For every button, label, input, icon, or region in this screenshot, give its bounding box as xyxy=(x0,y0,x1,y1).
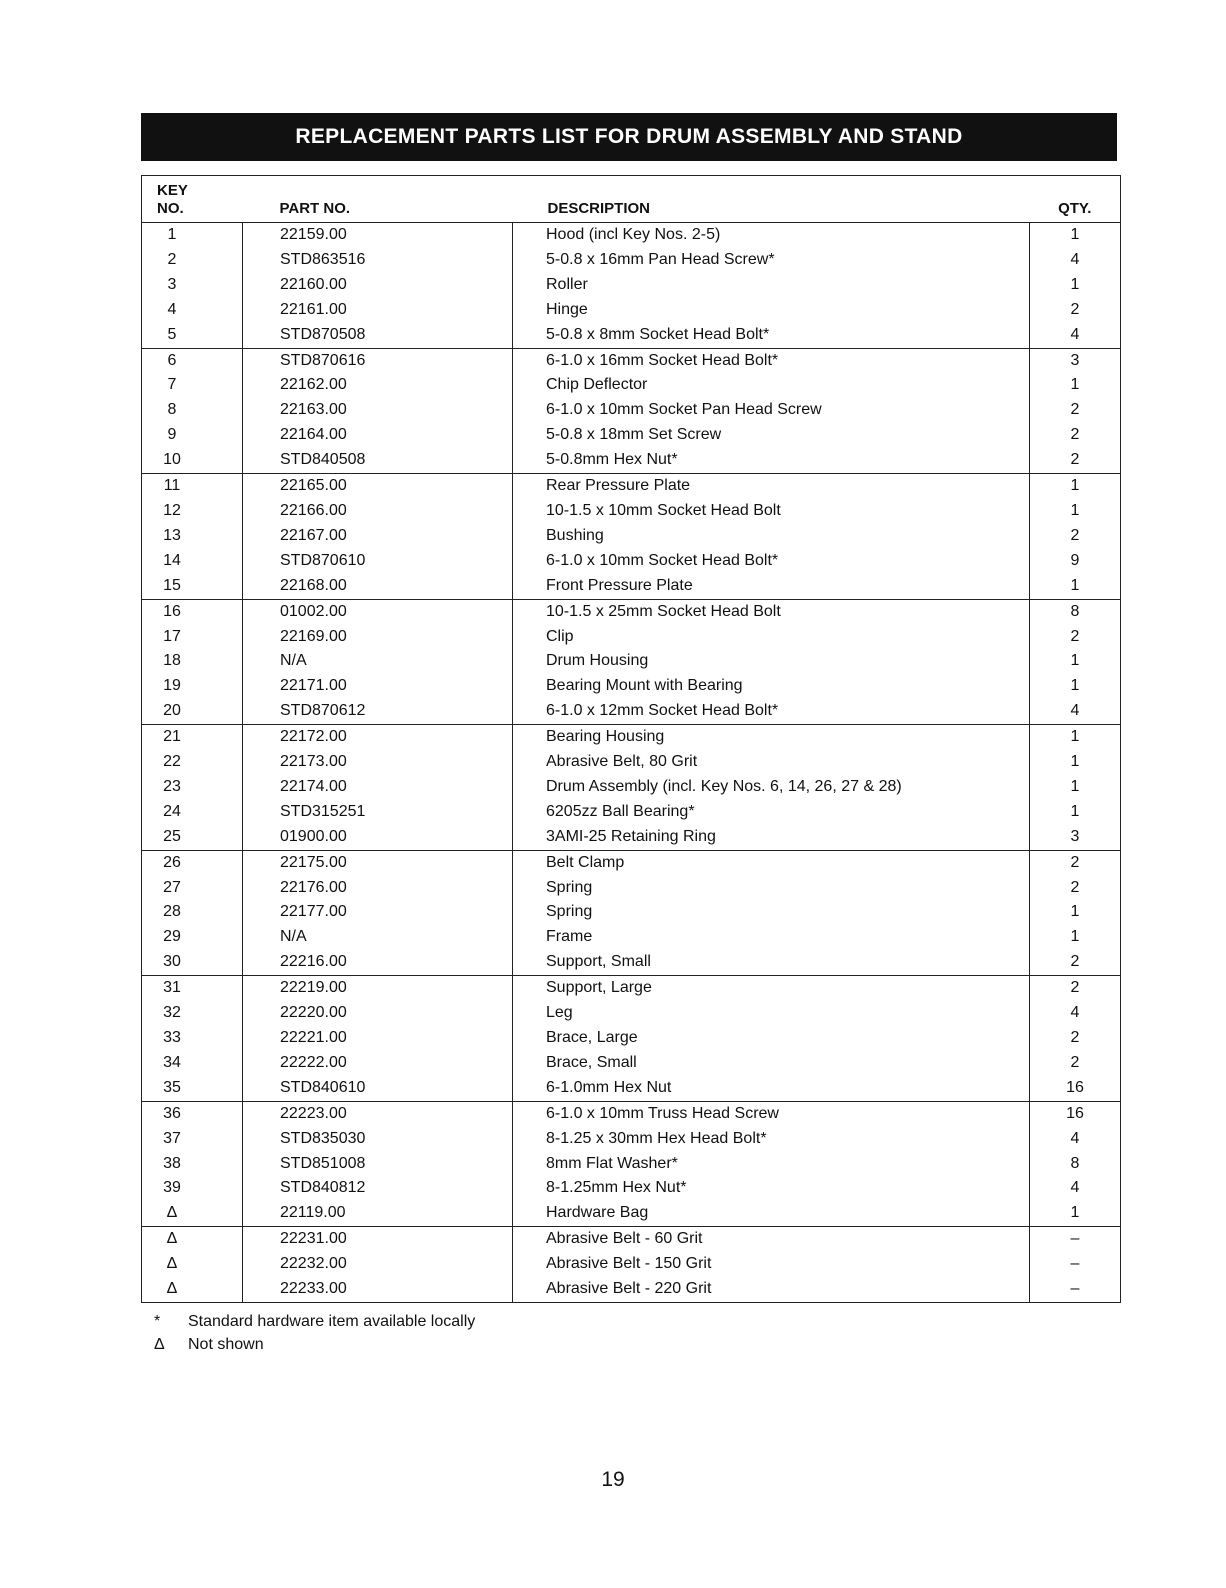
asterisk-symbol: * xyxy=(154,1313,161,1330)
part-no-cell: 22173.00 xyxy=(243,750,513,775)
part-no-cell: 22221.00 xyxy=(243,1026,513,1051)
description-cell: 6-1.0 x 16mm Socket Head Bolt* xyxy=(513,348,1030,373)
qty-cell: – xyxy=(1030,1227,1121,1252)
key-cell: Δ xyxy=(166,1255,178,1273)
part-no-cell: 22168.00 xyxy=(243,574,513,599)
qty-cell: 1 xyxy=(1030,273,1121,298)
table-row xyxy=(142,1277,1121,1302)
part-no-cell: 22177.00 xyxy=(243,900,513,925)
key-cell: 12 xyxy=(163,501,181,519)
qty-cell: 2 xyxy=(1030,950,1121,975)
table-row xyxy=(142,876,1121,901)
description-cell: 6-1.0mm Hex Nut xyxy=(513,1076,1030,1101)
description-cell: Bearing Housing xyxy=(513,725,1030,750)
table-row xyxy=(142,699,1121,724)
part-no-cell: 22219.00 xyxy=(243,976,513,1001)
key-cell: 36 xyxy=(142,1101,243,1126)
description-cell: 10-1.5 x 10mm Socket Head Bolt xyxy=(513,499,1030,524)
description-cell: Hardware Bag xyxy=(513,1201,1030,1226)
description-cell: Abrasive Belt, 80 Grit xyxy=(513,750,1030,775)
description-cell: Front Pressure Plate xyxy=(513,574,1030,599)
table-row xyxy=(142,549,1121,574)
description-cell: 6-1.0 x 10mm Socket Pan Head Screw xyxy=(513,398,1030,423)
key-cell: 30 xyxy=(163,953,181,971)
table-row xyxy=(142,725,1121,750)
table-row xyxy=(142,1076,1121,1101)
part-no-cell: 22159.00 xyxy=(243,223,513,248)
key-cell: 37 xyxy=(163,1129,181,1147)
table-row xyxy=(142,1127,1121,1152)
key-cell: 34 xyxy=(163,1053,181,1071)
description-cell: Bushing xyxy=(513,524,1030,549)
part-no-cell: 22220.00 xyxy=(243,1001,513,1026)
key-cell: 2 xyxy=(167,250,177,268)
key-cell: 13 xyxy=(163,526,181,544)
table-header-row xyxy=(142,176,1121,223)
key-cell: 8 xyxy=(167,401,177,419)
table-row xyxy=(142,950,1121,975)
qty-cell: 1 xyxy=(1030,373,1121,398)
part-no-cell: 22223.00 xyxy=(243,1101,513,1126)
qty-cell: 8 xyxy=(1030,599,1121,624)
parts-table xyxy=(141,175,1121,1303)
table-row xyxy=(142,800,1121,825)
table-row xyxy=(142,925,1121,950)
qty-cell: – xyxy=(1030,1277,1121,1302)
description-cell: Drum Housing xyxy=(513,649,1030,674)
part-no-cell: 22175.00 xyxy=(243,850,513,875)
qty-cell: 2 xyxy=(1030,976,1121,1001)
key-cell: 21 xyxy=(142,725,243,750)
table-row xyxy=(142,900,1121,925)
description-cell: 8-1.25 x 30mm Hex Head Bolt* xyxy=(513,1127,1030,1152)
key-cell: 33 xyxy=(163,1029,181,1046)
key-cell: Δ xyxy=(142,1227,243,1252)
key-cell: 24 xyxy=(163,802,181,820)
table-row xyxy=(142,976,1121,1001)
part-no-cell: STD863516 xyxy=(243,248,513,273)
description-cell: 5-0.8mm Hex Nut* xyxy=(513,448,1030,473)
key-cell: 26 xyxy=(142,850,243,875)
qty-cell: 1 xyxy=(1030,800,1121,825)
qty-cell: 2 xyxy=(1030,298,1121,323)
header-qty: QTY. xyxy=(1030,176,1121,223)
table-row xyxy=(142,248,1121,273)
table-row xyxy=(142,1001,1121,1026)
table-row xyxy=(142,1152,1121,1177)
part-no-cell: N/A xyxy=(243,925,513,950)
qty-cell: 3 xyxy=(1030,825,1121,850)
table-row xyxy=(142,1051,1121,1076)
key-cell: 27 xyxy=(163,878,181,896)
part-no-cell: STD840610 xyxy=(243,1076,513,1101)
part-no-cell: 22232.00 xyxy=(243,1252,513,1277)
key-cell: 11 xyxy=(142,474,243,499)
key-cell: Δ xyxy=(166,1280,178,1298)
description-cell: Bearing Mount with Bearing xyxy=(513,674,1030,699)
qty-cell: 16 xyxy=(1030,1076,1121,1101)
table-row xyxy=(142,1101,1121,1126)
qty-cell: 2 xyxy=(1030,1026,1121,1051)
description-cell: Hood (incl Key Nos. 2-5) xyxy=(513,223,1030,248)
table-row xyxy=(142,499,1121,524)
description-cell: Clip xyxy=(513,625,1030,650)
qty-cell: 1 xyxy=(1030,223,1121,248)
qty-cell: 2 xyxy=(1030,876,1121,901)
qty-cell: 4 xyxy=(1030,1127,1121,1152)
key-cell: 31 xyxy=(142,976,243,1001)
qty-cell: 2 xyxy=(1030,423,1121,448)
key-cell: 3 xyxy=(167,275,177,293)
table-row xyxy=(142,1227,1121,1252)
table-row xyxy=(142,850,1121,875)
table-row xyxy=(142,649,1121,674)
qty-cell: 1 xyxy=(1030,474,1121,499)
qty-cell: 4 xyxy=(1030,1176,1121,1201)
qty-cell: – xyxy=(1030,1252,1121,1277)
part-no-cell: 22162.00 xyxy=(243,373,513,398)
key-cell: 17 xyxy=(163,627,181,645)
part-no-cell: 22171.00 xyxy=(243,674,513,699)
table-row xyxy=(142,524,1121,549)
description-cell: Frame xyxy=(513,925,1030,950)
key-cell: 39 xyxy=(163,1179,181,1197)
description-cell: 6-1.0 x 12mm Socket Head Bolt* xyxy=(513,699,1030,724)
table-row xyxy=(142,474,1121,499)
key-cell: 22 xyxy=(163,753,181,771)
description-cell: Spring xyxy=(513,876,1030,901)
part-no-cell: STD870616 xyxy=(243,348,513,373)
table-row xyxy=(142,323,1121,348)
table-row xyxy=(142,448,1121,473)
part-no-cell: 22163.00 xyxy=(243,398,513,423)
table-row xyxy=(142,599,1121,624)
table-row xyxy=(142,825,1121,850)
header-key-no: KEY NO. xyxy=(142,176,243,223)
description-cell: Abrasive Belt - 60 Grit xyxy=(513,1227,1030,1252)
qty-cell: 4 xyxy=(1030,323,1121,348)
qty-cell: 4 xyxy=(1030,248,1121,273)
key-cell: 25 xyxy=(163,827,181,845)
description-cell: Spring xyxy=(513,900,1030,925)
part-no-cell: STD840508 xyxy=(243,448,513,473)
qty-cell: 2 xyxy=(1030,524,1121,549)
description-cell: 6-1.0 x 10mm Truss Head Screw xyxy=(513,1101,1030,1126)
description-cell: 6205zz Ball Bearing* xyxy=(513,800,1030,825)
key-cell: 5 xyxy=(167,325,177,343)
table-row xyxy=(142,373,1121,398)
key-cell: 32 xyxy=(163,1004,181,1022)
table-row xyxy=(142,775,1121,800)
qty-cell: 1 xyxy=(1030,750,1121,775)
part-no-cell: STD840812 xyxy=(243,1176,513,1201)
description-cell: Leg xyxy=(513,1001,1030,1026)
key-cell: 7 xyxy=(167,376,177,394)
table-row xyxy=(142,1026,1121,1051)
part-no-cell: 22164.00 xyxy=(243,423,513,448)
key-cell: 29 xyxy=(163,928,181,946)
part-no-cell: 22231.00 xyxy=(243,1227,513,1252)
qty-cell: 16 xyxy=(1030,1101,1121,1126)
key-cell: 18 xyxy=(163,652,181,670)
description-cell: Roller xyxy=(513,273,1030,298)
part-no-cell: 01900.00 xyxy=(243,825,513,850)
table-row xyxy=(142,423,1121,448)
description-cell: 8-1.25mm Hex Nut* xyxy=(513,1176,1030,1201)
part-no-cell: 01002.00 xyxy=(243,599,513,624)
description-cell: 8mm Flat Washer* xyxy=(513,1152,1030,1177)
description-cell: Abrasive Belt - 220 Grit xyxy=(513,1277,1030,1302)
part-no-cell: 22172.00 xyxy=(243,725,513,750)
description-cell: Belt Clamp xyxy=(513,850,1030,875)
header-part-no: PART NO. xyxy=(243,176,513,223)
table-row xyxy=(142,298,1121,323)
part-no-cell: STD835030 xyxy=(243,1127,513,1152)
part-no-cell: STD870612 xyxy=(243,699,513,724)
part-no-cell: 22216.00 xyxy=(243,950,513,975)
description-cell: 5-0.8 x 8mm Socket Head Bolt* xyxy=(513,323,1030,348)
part-no-cell: 22119.00 xyxy=(243,1201,513,1226)
part-no-cell: 22222.00 xyxy=(243,1051,513,1076)
qty-cell: 1 xyxy=(1030,574,1121,599)
page-number: 19 xyxy=(601,1468,625,1491)
description-cell: 3AMI-25 Retaining Ring xyxy=(513,825,1030,850)
part-no-cell: 22165.00 xyxy=(243,474,513,499)
description-cell: Brace, Small xyxy=(513,1051,1030,1076)
qty-cell: 1 xyxy=(1030,725,1121,750)
delta-symbol: Δ xyxy=(154,1336,165,1353)
description-cell: Rear Pressure Plate xyxy=(513,474,1030,499)
qty-cell: 4 xyxy=(1030,1001,1121,1026)
key-cell: 20 xyxy=(163,702,181,720)
part-no-cell: 22174.00 xyxy=(243,775,513,800)
key-cell: 9 xyxy=(167,426,177,444)
key-cell: 14 xyxy=(163,551,181,569)
description-cell: Chip Deflector xyxy=(513,373,1030,398)
part-no-cell: 22169.00 xyxy=(243,625,513,650)
table-row xyxy=(142,674,1121,699)
key-cell: 35 xyxy=(163,1078,181,1096)
qty-cell: 1 xyxy=(1030,1201,1121,1226)
qty-cell: 1 xyxy=(1030,925,1121,950)
qty-cell: 2 xyxy=(1030,398,1121,423)
part-no-cell: 22233.00 xyxy=(243,1277,513,1302)
qty-cell: 9 xyxy=(1030,549,1121,574)
key-cell: 1 xyxy=(167,226,177,243)
table-row xyxy=(142,223,1121,248)
table-row xyxy=(142,750,1121,775)
qty-cell: 8 xyxy=(1030,1152,1121,1177)
qty-cell: 1 xyxy=(1030,649,1121,674)
page-title: REPLACEMENT PARTS LIST FOR DRUM ASSEMBLY AND STAND xyxy=(141,113,1117,161)
footnote-standard-hardware: * Standard hardware item available locally xyxy=(152,1310,475,1333)
qty-cell: 1 xyxy=(1030,499,1121,524)
key-cell: Δ xyxy=(166,1204,178,1222)
qty-cell: 4 xyxy=(1030,699,1121,724)
part-no-cell: 22166.00 xyxy=(243,499,513,524)
description-cell: 5-0.8 x 16mm Pan Head Screw* xyxy=(513,248,1030,273)
header-description: DESCRIPTION xyxy=(513,176,1030,223)
part-no-cell: STD870508 xyxy=(243,323,513,348)
part-no-cell: 22176.00 xyxy=(243,876,513,901)
key-cell: 23 xyxy=(163,777,181,795)
table-row xyxy=(142,574,1121,599)
part-no-cell: 22161.00 xyxy=(243,298,513,323)
qty-cell: 1 xyxy=(1030,900,1121,925)
description-cell: 6-1.0 x 10mm Socket Head Bolt* xyxy=(513,549,1030,574)
table-row xyxy=(142,398,1121,423)
table-row xyxy=(142,1201,1121,1226)
description-cell: Support, Small xyxy=(513,950,1030,975)
part-no-cell: STD315251 xyxy=(243,800,513,825)
table-row xyxy=(142,273,1121,298)
qty-cell: 2 xyxy=(1030,850,1121,875)
part-no-cell: N/A xyxy=(243,649,513,674)
key-cell: 15 xyxy=(163,576,181,594)
description-cell: Drum Assembly (incl. Key Nos. 6, 14, 26, 27 & 28) xyxy=(513,775,1030,800)
qty-cell: 1 xyxy=(1030,674,1121,699)
key-cell: 6 xyxy=(142,348,243,373)
qty-cell: 2 xyxy=(1030,448,1121,473)
part-no-cell: 22160.00 xyxy=(243,273,513,298)
part-no-cell: STD851008 xyxy=(243,1152,513,1177)
footnotes xyxy=(152,1310,475,1356)
footnote-not-shown: Δ Not shown xyxy=(152,1333,475,1356)
qty-cell: 1 xyxy=(1030,775,1121,800)
key-cell: 28 xyxy=(163,903,181,921)
description-cell: 5-0.8 x 18mm Set Screw xyxy=(513,423,1030,448)
key-cell: 4 xyxy=(167,300,177,318)
qty-cell: 2 xyxy=(1030,625,1121,650)
table-row xyxy=(142,1176,1121,1201)
qty-cell: 2 xyxy=(1030,1051,1121,1076)
key-cell: 38 xyxy=(163,1154,181,1172)
description-cell: Support, Large xyxy=(513,976,1030,1001)
key-cell: 16 xyxy=(142,599,243,624)
table-row xyxy=(142,1252,1121,1277)
part-no-cell: 22167.00 xyxy=(243,524,513,549)
part-no-cell: STD870610 xyxy=(243,549,513,574)
key-cell: 19 xyxy=(163,677,181,695)
qty-cell: 3 xyxy=(1030,348,1121,373)
description-cell: 10-1.5 x 25mm Socket Head Bolt xyxy=(513,599,1030,624)
table-row xyxy=(142,625,1121,650)
description-cell: Hinge xyxy=(513,298,1030,323)
description-cell: Brace, Large xyxy=(513,1026,1030,1051)
table-row xyxy=(142,348,1121,373)
description-cell: Abrasive Belt - 150 Grit xyxy=(513,1252,1030,1277)
key-cell: 10 xyxy=(163,451,181,469)
